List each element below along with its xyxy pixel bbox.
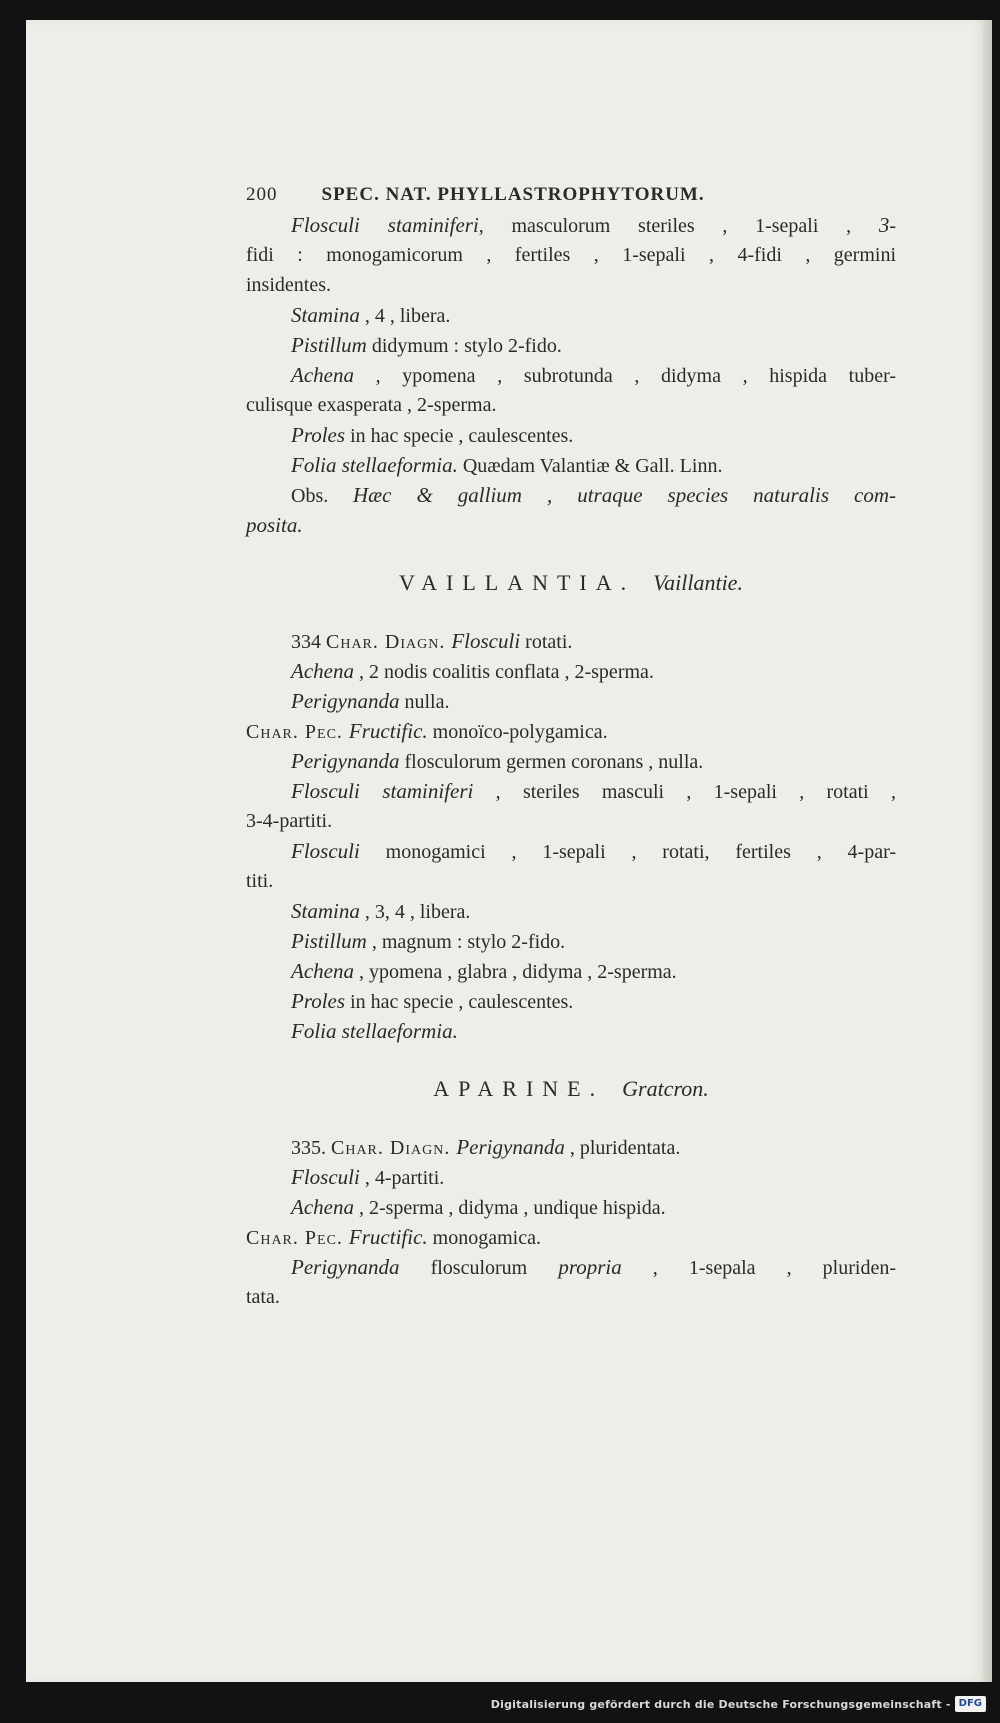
italic-term: Achena: [291, 363, 354, 387]
genus-common-name: Gratcron.: [622, 1076, 709, 1101]
text-line: [246, 866, 896, 896]
italic-term: Folia stellaeformia.: [291, 1019, 458, 1043]
italic-term: Achena: [291, 659, 354, 683]
text-segment: in hac specie , caulescentes.: [345, 425, 574, 447]
italic-term: Flosculi staminiferi: [291, 213, 479, 237]
text-segment: didymum : stylo 2-fido.: [366, 335, 562, 357]
genus-heading: [246, 568, 896, 598]
italic-term: Proles: [291, 423, 346, 447]
text-segment: in hac specie , caulescentes.: [345, 991, 574, 1013]
line-gap: [246, 598, 896, 626]
italic-term: Perigynanda: [291, 689, 400, 713]
text-segment: Char. Diagn.: [326, 631, 452, 653]
text-segment: , pluridentata.: [564, 1137, 681, 1159]
text-segment: monogamici , 1-sepali , rotati, fertiles , 4-par-: [359, 841, 896, 863]
text-segment: , ypomena , glabra , didyma , 2-sperma.: [353, 961, 677, 983]
book-page: [26, 20, 992, 1682]
text-line: [246, 776, 896, 806]
italic-term: Achena: [291, 959, 354, 983]
text-line: [246, 896, 896, 926]
genus-name: VAILLANTIA.: [399, 570, 636, 595]
text-line: [246, 300, 896, 330]
text-segment: , 2-sperma , didyma , undique hispida.: [353, 1197, 666, 1219]
text-segment: tata.: [246, 1286, 280, 1308]
text-line: [246, 1162, 896, 1192]
genus-name: APARINE.: [433, 1076, 605, 1101]
text-segment: Quædam Valantiæ & Gall. Linn.: [457, 455, 723, 477]
text-segment: , ypomena , subrotunda , didyma , hispida tuber-: [353, 365, 896, 387]
italic-term: Folia stellaeformia.: [291, 453, 458, 477]
text-line: [246, 686, 896, 716]
text-line: [246, 1016, 896, 1046]
text-line: [246, 450, 896, 480]
text-line: [246, 210, 896, 240]
text-segment: fidi : monogamicorum , fertiles , 1-sepali , 4-fidi , germini: [246, 244, 896, 266]
text-segment: 334: [291, 631, 326, 653]
text-segment: Char. Pec.: [246, 1227, 349, 1249]
text-segment: , 4-partiti.: [359, 1167, 445, 1189]
italic-term: Flosculi: [291, 839, 360, 863]
line-gap: [246, 1046, 896, 1074]
text-line: [246, 986, 896, 1016]
italic-term: Flosculi: [291, 1165, 360, 1189]
text-line: [246, 1222, 896, 1252]
italic-term: Stamina: [291, 303, 360, 327]
page-text: [246, 180, 896, 1312]
text-line: [246, 510, 896, 540]
text-segment: monoïco-polygamica.: [427, 721, 608, 743]
text-line: [246, 330, 896, 360]
body-lines: [246, 210, 896, 1312]
text-segment: , 1-sepala , pluriden-: [621, 1257, 896, 1279]
text-line: [246, 1282, 896, 1312]
text-segment: titi.: [246, 870, 274, 892]
italic-term: Fructific.: [348, 719, 428, 743]
text-line: [246, 926, 896, 956]
text-line: [246, 656, 896, 686]
text-line: [246, 270, 896, 300]
text-segment: Obs.: [291, 485, 353, 507]
running-title: SPEC. NAT. PHYLLASTROPHYTORUM.: [321, 184, 705, 205]
text-segment: rotati.: [520, 631, 573, 653]
text-segment: Char. Pec.: [246, 721, 349, 743]
genus-heading: [246, 1074, 896, 1104]
text-segment: , 3, 4 , libera.: [359, 901, 471, 923]
digitization-footer: [491, 1693, 986, 1715]
text-line: [246, 360, 896, 390]
italic-term: Pistillum: [291, 929, 367, 953]
italic-term: Achena: [291, 1195, 354, 1219]
line-gap: [246, 1104, 896, 1132]
dfg-logo-icon: DFG: [955, 1696, 986, 1712]
italic-term: Perigynanda: [291, 1255, 400, 1279]
text-segment: , steriles masculi , 1-sepali , rotati ,: [473, 781, 897, 803]
text-line: [246, 1132, 896, 1162]
text-segment: culisque exasperata , 2-sperma.: [246, 394, 497, 416]
italic-term: posita.: [246, 513, 303, 537]
text-line: [246, 626, 896, 656]
text-line: [246, 836, 896, 866]
text-line: [246, 240, 896, 270]
text-line: [246, 390, 896, 420]
text-segment: 335.: [291, 1137, 331, 1159]
italic-term: 3: [878, 213, 890, 237]
text-line: [246, 1192, 896, 1222]
text-line: [246, 1252, 896, 1282]
italic-term: Stamina: [291, 899, 360, 923]
text-segment: -: [889, 215, 896, 237]
italic-term: Hæc & gallium , utraque species naturalis com-: [352, 483, 897, 507]
footer-credit: Digitalisierung gefördert durch die Deutsche Forschungsgemeinschaft -: [490, 1697, 951, 1711]
text-segment: , 4 , libera.: [359, 305, 451, 327]
text-segment: 3-4-partiti.: [246, 810, 333, 832]
text-line: [246, 420, 896, 450]
genus-common-name: Vaillantie.: [653, 570, 743, 595]
italic-term: Flosculi: [451, 629, 521, 653]
page-number: 200: [246, 184, 278, 205]
text-line: [246, 716, 896, 746]
line-gap: [246, 540, 896, 568]
page-edge-shadow: [982, 20, 992, 1682]
italic-term: propria: [558, 1255, 622, 1279]
italic-term: Perigynanda: [291, 749, 400, 773]
italic-term: Fructific.: [348, 1225, 428, 1249]
text-line: [246, 746, 896, 776]
italic-term: Flosculi staminiferi: [291, 779, 474, 803]
text-line: [246, 480, 896, 510]
text-line: [246, 956, 896, 986]
italic-term: Proles: [291, 989, 346, 1013]
text-segment: monogamica.: [427, 1227, 541, 1249]
text-segment: Char. Diagn.: [331, 1137, 457, 1159]
italic-term: Perigynanda: [456, 1135, 565, 1159]
text-line: [246, 806, 896, 836]
text-segment: , magnum : stylo 2-fido.: [366, 931, 566, 953]
text-segment: insidentes.: [246, 274, 331, 296]
text-segment: nulla.: [399, 691, 450, 713]
text-segment: , masculorum steriles , 1-sepali ,: [478, 215, 879, 237]
text-segment: , 2 nodis coalitis conflata , 2-sperma.: [353, 661, 654, 683]
text-segment: flosculorum: [399, 1257, 559, 1279]
text-segment: flosculorum germen coronans , nulla.: [399, 751, 704, 773]
italic-term: Pistillum: [291, 333, 367, 357]
running-header: [246, 180, 896, 210]
